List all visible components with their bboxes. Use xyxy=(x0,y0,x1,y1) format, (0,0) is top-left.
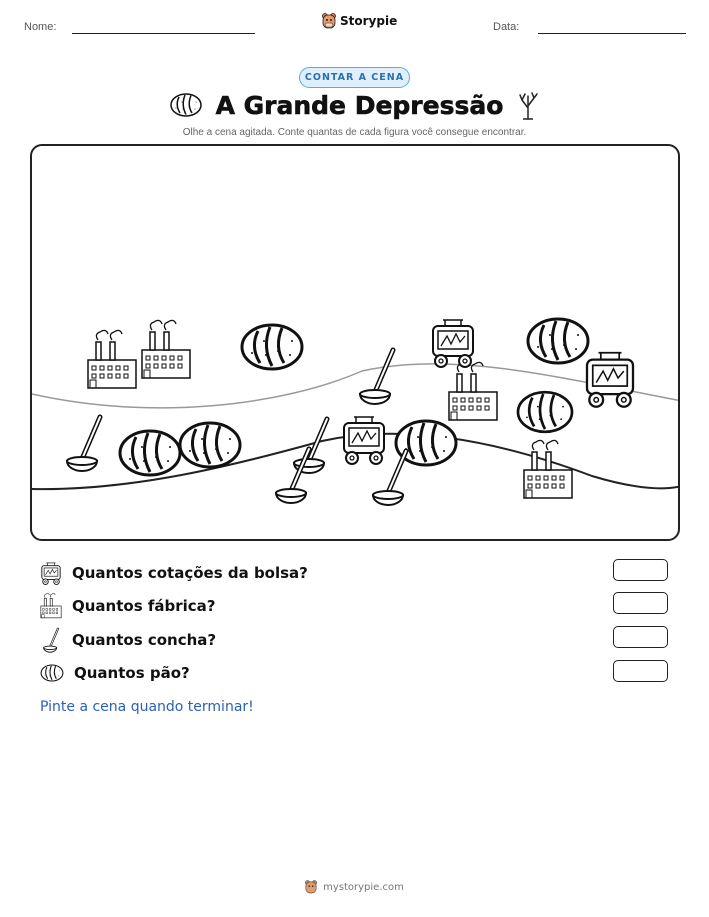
question-text: Quantos pão? xyxy=(74,664,190,682)
ladle xyxy=(294,419,327,473)
question-bread xyxy=(40,660,190,686)
answer-box-bread[interactable] xyxy=(613,660,668,682)
bread xyxy=(518,392,572,432)
title-row xyxy=(0,90,709,120)
question-text: Quantos cotações da bolsa? xyxy=(72,564,308,582)
bread xyxy=(242,325,302,369)
factory xyxy=(142,320,190,378)
date-field[interactable] xyxy=(538,33,686,34)
factory xyxy=(524,440,572,498)
bare-tree-icon xyxy=(517,90,539,120)
stock-ticker xyxy=(433,320,473,367)
scene-drawing xyxy=(32,146,680,541)
ladle xyxy=(67,417,100,471)
brand-logo xyxy=(322,13,397,29)
ladle xyxy=(360,350,393,404)
answer-box-ladle[interactable] xyxy=(613,626,668,648)
bread xyxy=(528,319,588,363)
bread-icon xyxy=(40,663,64,683)
ladle-icon xyxy=(40,627,62,653)
question-ladle xyxy=(40,627,216,653)
bread xyxy=(120,431,180,475)
brand-name: Storypie xyxy=(340,14,398,28)
footer xyxy=(0,880,709,894)
bear-icon xyxy=(305,880,317,894)
instructions: Olhe a cena agitada. Conte quantas de cada figura você consegue encontrar. xyxy=(182,127,527,138)
factory-icon xyxy=(40,593,62,619)
bread xyxy=(180,423,240,467)
question-text: Quantos concha? xyxy=(72,631,217,649)
footer-url[interactable]: mystorypie.com xyxy=(323,881,404,893)
name-label: Nome: xyxy=(24,21,57,33)
answer-box-factory[interactable] xyxy=(613,592,668,614)
question-stock-ticker xyxy=(40,560,308,586)
stock-ticker xyxy=(344,417,384,464)
stock-ticker-icon xyxy=(40,560,62,586)
factory xyxy=(449,362,497,420)
answer-box-stock-ticker[interactable] xyxy=(613,559,668,581)
bear-icon xyxy=(322,13,336,29)
stock-ticker xyxy=(587,353,633,407)
name-field[interactable] xyxy=(72,33,255,34)
counting-scene xyxy=(30,144,680,541)
bread-icon xyxy=(170,93,202,117)
question-text: Quantos fábrica? xyxy=(72,597,216,615)
question-factory xyxy=(40,593,216,619)
page-title: A Grande Depressão xyxy=(215,90,504,120)
factory xyxy=(88,330,136,388)
activity-badge: CONTAR A CENA xyxy=(299,67,410,88)
ladle xyxy=(276,449,309,503)
coloring-note: Pinte a cena quando terminar! xyxy=(40,699,254,715)
date-label: Data: xyxy=(493,21,520,33)
